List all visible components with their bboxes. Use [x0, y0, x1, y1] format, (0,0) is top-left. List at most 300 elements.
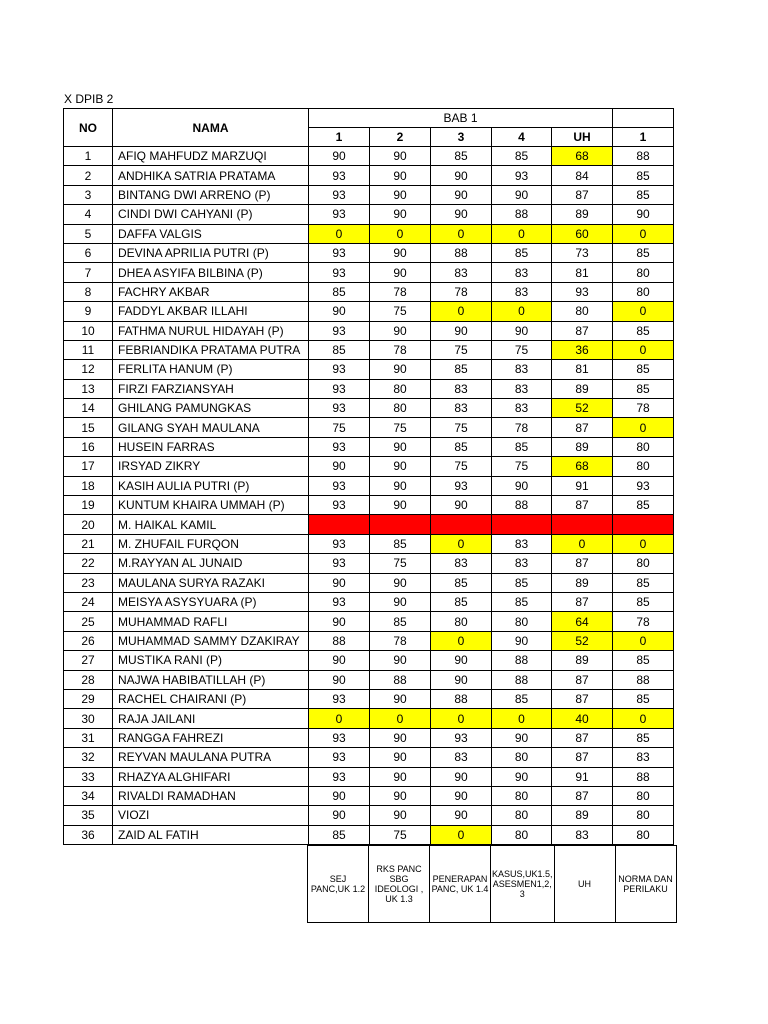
row-number: 17: [64, 457, 113, 476]
row-number: 16: [64, 437, 113, 456]
score-cell: 91: [552, 476, 613, 495]
score-cell: 93: [613, 476, 674, 495]
table-row: [64, 592, 674, 611]
score-cell: 0: [492, 709, 552, 728]
score-cell: 85: [613, 379, 674, 398]
score-cell: 78: [613, 399, 674, 418]
row-number: 18: [64, 476, 113, 495]
table-row: [64, 825, 674, 844]
score-cell: 93: [431, 476, 492, 495]
student-name: MUHAMMAD SAMMY DZAKIRAY: [113, 631, 309, 650]
student-name: FERLITA HANUM (P): [113, 360, 309, 379]
table-row: [64, 670, 674, 689]
score-cell: 87: [552, 670, 613, 689]
score-cell: 83: [492, 282, 552, 301]
score-cell: 90: [309, 573, 370, 592]
table-row: [64, 496, 674, 515]
score-cell: 75: [492, 340, 552, 359]
row-number: 31: [64, 728, 113, 747]
score-cell: 90: [431, 185, 492, 204]
score-cell: 75: [370, 302, 431, 321]
score-cell: 90: [431, 786, 492, 805]
score-cell: 93: [309, 748, 370, 767]
score-cell: 88: [370, 670, 431, 689]
score-cell: 90: [492, 321, 552, 340]
score-cell: 68: [552, 147, 613, 166]
score-cell: 90: [370, 476, 431, 495]
score-cell: 90: [370, 360, 431, 379]
score-cell: 87: [552, 554, 613, 573]
score-cell: 0: [613, 302, 674, 321]
student-name: REYVAN MAULANA PUTRA: [113, 748, 309, 767]
student-name: RACHEL CHAIRANI (P): [113, 689, 309, 708]
score-cell: 80: [613, 554, 674, 573]
row-number: 24: [64, 592, 113, 611]
score-cell: 90: [431, 806, 492, 825]
score-cell: 81: [552, 263, 613, 282]
student-name: FIRZI FARZIANSYAH: [113, 379, 309, 398]
score-cell: [552, 515, 613, 534]
score-cell: 81: [552, 360, 613, 379]
row-number: 20: [64, 515, 113, 534]
footer-label-3: PENERAPAN PANC, UK 1.4: [430, 846, 491, 923]
table-row: [64, 748, 674, 767]
score-cell: 40: [552, 709, 613, 728]
footer-label-6: NORMA DAN PERILAKU: [615, 846, 676, 923]
table-row: [64, 224, 674, 243]
sheet-title: X DPIB 2: [64, 92, 114, 106]
score-cell: 93: [309, 728, 370, 747]
score-cell: 0: [492, 302, 552, 321]
score-cell: 85: [613, 166, 674, 185]
score-cell: 52: [552, 399, 613, 418]
student-name: MUSTIKA RANI (P): [113, 651, 309, 670]
score-cell: 75: [431, 418, 492, 437]
student-name: FATHMA NURUL HIDAYAH (P): [113, 321, 309, 340]
score-cell: 93: [309, 185, 370, 204]
score-cell: 85: [309, 340, 370, 359]
score-cell: 85: [431, 573, 492, 592]
table-row: [64, 282, 674, 301]
score-cell: 0: [613, 340, 674, 359]
score-cell: 80: [431, 612, 492, 631]
score-cell: [613, 515, 674, 534]
score-cell: 80: [370, 379, 431, 398]
score-cell: 90: [370, 728, 431, 747]
row-number: 1: [64, 147, 113, 166]
score-cell: 90: [492, 476, 552, 495]
score-cell: 83: [431, 399, 492, 418]
student-name: RIVALDI RAMADHAN: [113, 786, 309, 805]
score-cell: 83: [492, 554, 552, 573]
score-cell: 80: [613, 825, 674, 844]
score-cell: [492, 515, 552, 534]
row-number: 21: [64, 534, 113, 553]
table-row: [64, 340, 674, 359]
score-cell: 90: [492, 631, 552, 650]
score-cell: 93: [309, 767, 370, 786]
score-cell: 90: [370, 185, 431, 204]
score-cell: 93: [309, 689, 370, 708]
score-cell: 88: [492, 496, 552, 515]
score-cell: 80: [613, 282, 674, 301]
row-number: 10: [64, 321, 113, 340]
footer-label-4: KASUS,UK1.5, ASESMEN1,2, 3: [491, 846, 555, 923]
score-cell: 85: [309, 282, 370, 301]
score-cell: 85: [613, 573, 674, 592]
table-row: [64, 476, 674, 495]
score-cell: 0: [431, 534, 492, 553]
table-row: [64, 689, 674, 708]
table-row: [64, 515, 674, 534]
score-cell: 93: [309, 321, 370, 340]
student-name: MAULANA SURYA RAZAKI: [113, 573, 309, 592]
table-row: [64, 786, 674, 805]
student-name: CINDI DWI CAHYANI (P): [113, 205, 309, 224]
score-cell: 93: [309, 554, 370, 573]
score-cell: 93: [309, 437, 370, 456]
student-name: MEISYA ASYSYUARA (P): [113, 592, 309, 611]
table-row: [64, 631, 674, 650]
score-cell: 85: [613, 321, 674, 340]
score-cell: 68: [552, 457, 613, 476]
score-cell: 75: [431, 457, 492, 476]
student-name: IRSYAD ZIKRY: [113, 457, 309, 476]
score-cell: 90: [370, 689, 431, 708]
score-cell: 52: [552, 631, 613, 650]
row-number: 6: [64, 243, 113, 262]
score-cell: 90: [370, 321, 431, 340]
score-cell: 87: [552, 321, 613, 340]
score-cell: 90: [370, 592, 431, 611]
score-cell: 90: [370, 767, 431, 786]
student-name: GHILANG PAMUNGKAS: [113, 399, 309, 418]
score-cell: 78: [492, 418, 552, 437]
table-row: [64, 166, 674, 185]
score-cell: 90: [309, 806, 370, 825]
student-name: GILANG SYAH MAULANA: [113, 418, 309, 437]
score-cell: 90: [431, 321, 492, 340]
student-name: VIOZI: [113, 806, 309, 825]
student-name: FEBRIANDIKA PRATAMA PUTRA: [113, 340, 309, 359]
table-row: [64, 612, 674, 631]
score-cell: 0: [613, 418, 674, 437]
score-cell: 88: [431, 243, 492, 262]
student-name: RAJA JAILANI: [113, 709, 309, 728]
score-cell: 90: [309, 147, 370, 166]
score-cell: 0: [431, 631, 492, 650]
score-cell: 83: [492, 399, 552, 418]
score-cell: 90: [370, 496, 431, 515]
score-cell: 87: [552, 786, 613, 805]
footer-label-uh: UH: [554, 846, 615, 923]
score-cell: [309, 515, 370, 534]
table-row: [64, 263, 674, 282]
score-cell: 85: [492, 689, 552, 708]
score-cell: 93: [309, 534, 370, 553]
score-cell: 90: [370, 166, 431, 185]
score-cell: 85: [613, 592, 674, 611]
student-name: MUHAMMAD RAFLI: [113, 612, 309, 631]
score-cell: 83: [431, 263, 492, 282]
score-cell: [431, 515, 492, 534]
score-cell: 80: [613, 437, 674, 456]
score-cell: 88: [431, 689, 492, 708]
row-number: 22: [64, 554, 113, 573]
score-cell: 93: [431, 728, 492, 747]
score-cell: 73: [552, 243, 613, 262]
score-cell: 90: [370, 457, 431, 476]
score-cell: 83: [431, 379, 492, 398]
score-cell: 85: [370, 612, 431, 631]
grade-body: [64, 147, 674, 845]
score-cell: 89: [552, 651, 613, 670]
row-number: 4: [64, 205, 113, 224]
student-name: M. ZHUFAIL FURQON: [113, 534, 309, 553]
score-cell: 85: [613, 360, 674, 379]
row-number: 26: [64, 631, 113, 650]
score-cell: 80: [552, 302, 613, 321]
score-cell: 93: [309, 476, 370, 495]
row-number: 11: [64, 340, 113, 359]
row-number: 2: [64, 166, 113, 185]
student-name: HUSEIN FARRAS: [113, 437, 309, 456]
score-cell: 0: [309, 709, 370, 728]
score-cell: 90: [370, 147, 431, 166]
score-cell: 90: [370, 806, 431, 825]
row-number: 30: [64, 709, 113, 728]
score-cell: 90: [370, 748, 431, 767]
score-cell: 93: [309, 166, 370, 185]
score-cell: 88: [492, 670, 552, 689]
student-name: M. HAIKAL KAMIL: [113, 515, 309, 534]
header-sub-uh: UH: [552, 128, 613, 147]
score-cell: 0: [431, 709, 492, 728]
score-cell: 78: [370, 631, 431, 650]
student-name: ANDHIKA SATRIA PRATAMA: [113, 166, 309, 185]
table-row: [64, 302, 674, 321]
row-number: 5: [64, 224, 113, 243]
header-nama: NAMA: [113, 109, 309, 147]
score-cell: 78: [431, 282, 492, 301]
score-cell: 87: [552, 185, 613, 204]
score-cell: 87: [552, 592, 613, 611]
score-cell: 90: [492, 728, 552, 747]
score-cell: 90: [492, 185, 552, 204]
table-row: [64, 573, 674, 592]
score-cell: 89: [552, 437, 613, 456]
score-cell: 85: [492, 437, 552, 456]
score-cell: 83: [492, 360, 552, 379]
score-cell: 90: [431, 166, 492, 185]
score-cell: 85: [370, 534, 431, 553]
score-cell: 75: [370, 825, 431, 844]
score-cell: 80: [492, 806, 552, 825]
score-cell: 80: [613, 786, 674, 805]
table-row: [64, 379, 674, 398]
score-cell: 90: [370, 573, 431, 592]
score-cell: 90: [370, 263, 431, 282]
score-cell: 90: [370, 205, 431, 224]
score-cell: 85: [492, 592, 552, 611]
score-cell: 90: [309, 302, 370, 321]
score-cell: 80: [613, 457, 674, 476]
score-cell: 93: [309, 592, 370, 611]
score-cell: 90: [431, 767, 492, 786]
score-cell: 0: [552, 534, 613, 553]
score-cell: 75: [492, 457, 552, 476]
row-number: 36: [64, 825, 113, 844]
score-cell: 90: [309, 612, 370, 631]
score-cell: 85: [492, 573, 552, 592]
score-cell: 89: [552, 205, 613, 224]
student-name: ZAID AL FATIH: [113, 825, 309, 844]
score-cell: 85: [431, 592, 492, 611]
score-cell: [370, 515, 431, 534]
row-number: 12: [64, 360, 113, 379]
score-cell: 60: [552, 224, 613, 243]
table-row: [64, 457, 674, 476]
score-cell: 90: [492, 767, 552, 786]
score-cell: 87: [552, 689, 613, 708]
score-cell: 83: [431, 554, 492, 573]
table-row: [64, 243, 674, 262]
row-number: 28: [64, 670, 113, 689]
header-sub-6: 1: [613, 128, 674, 147]
score-cell: 90: [370, 437, 431, 456]
table-row: [64, 437, 674, 456]
score-cell: 83: [431, 748, 492, 767]
score-cell: 78: [613, 612, 674, 631]
score-cell: 0: [431, 825, 492, 844]
score-cell: 89: [552, 806, 613, 825]
student-name: DHEA ASYIFA BILBINA (P): [113, 263, 309, 282]
header-sub-2: 2: [370, 128, 431, 147]
score-cell: 36: [552, 340, 613, 359]
score-cell: 91: [552, 767, 613, 786]
score-cell: 83: [492, 534, 552, 553]
score-cell: 90: [431, 670, 492, 689]
score-cell: 90: [309, 786, 370, 805]
score-cell: 85: [309, 825, 370, 844]
row-number: 25: [64, 612, 113, 631]
score-cell: 75: [431, 340, 492, 359]
score-cell: 0: [370, 224, 431, 243]
score-cell: 90: [309, 651, 370, 670]
score-cell: 90: [370, 243, 431, 262]
score-cell: 78: [370, 340, 431, 359]
table-row: [64, 147, 674, 166]
score-cell: 0: [613, 534, 674, 553]
score-cell: 80: [492, 825, 552, 844]
score-cell: 0: [613, 631, 674, 650]
score-cell: 80: [370, 399, 431, 418]
header-blank: [613, 109, 674, 128]
score-cell: 80: [613, 806, 674, 825]
header-sub-3: 3: [431, 128, 492, 147]
score-cell: 90: [431, 205, 492, 224]
score-cell: 0: [370, 709, 431, 728]
score-cell: 93: [492, 166, 552, 185]
grade-table: [63, 108, 674, 845]
score-cell: 75: [370, 554, 431, 573]
table-row: [64, 651, 674, 670]
score-cell: 88: [613, 147, 674, 166]
student-name: FADDYL AKBAR ILLAHI: [113, 302, 309, 321]
score-cell: 75: [370, 418, 431, 437]
student-name: RANGGA FAHREZI: [113, 728, 309, 747]
score-cell: 0: [309, 224, 370, 243]
score-cell: 93: [309, 360, 370, 379]
score-cell: 85: [492, 243, 552, 262]
student-name: RHAZYA ALGHIFARI: [113, 767, 309, 786]
row-number: 29: [64, 689, 113, 708]
row-number: 33: [64, 767, 113, 786]
score-cell: 89: [552, 573, 613, 592]
footer-label-1: SEJ PANC,UK 1.2: [308, 846, 369, 923]
header-no: NO: [64, 109, 113, 147]
score-cell: 75: [309, 418, 370, 437]
header-sub-1: 1: [309, 128, 370, 147]
row-number: 34: [64, 786, 113, 805]
score-cell: 90: [309, 457, 370, 476]
student-name: DAFFA VALGIS: [113, 224, 309, 243]
score-cell: 84: [552, 166, 613, 185]
score-cell: 93: [309, 205, 370, 224]
score-cell: 87: [552, 728, 613, 747]
table-row: [64, 321, 674, 340]
score-cell: 88: [309, 631, 370, 650]
score-cell: 85: [613, 689, 674, 708]
row-number: 7: [64, 263, 113, 282]
student-name: KASIH AULIA PUTRI (P): [113, 476, 309, 495]
score-cell: 90: [431, 496, 492, 515]
table-row: [64, 205, 674, 224]
score-cell: 93: [309, 379, 370, 398]
score-cell: 83: [492, 379, 552, 398]
score-cell: 90: [309, 670, 370, 689]
row-number: 13: [64, 379, 113, 398]
score-cell: 85: [431, 360, 492, 379]
score-cell: 90: [431, 651, 492, 670]
score-cell: 87: [552, 748, 613, 767]
table-row: [64, 534, 674, 553]
row-number: 35: [64, 806, 113, 825]
score-cell: 78: [370, 282, 431, 301]
row-number: 32: [64, 748, 113, 767]
header-sub-4: 4: [492, 128, 552, 147]
score-cell: 0: [431, 302, 492, 321]
student-name: NAJWA HABIBATILLAH (P): [113, 670, 309, 689]
row-number: 19: [64, 496, 113, 515]
score-cell: 88: [613, 670, 674, 689]
score-cell: 90: [370, 651, 431, 670]
score-cell: 87: [552, 418, 613, 437]
table-row: [64, 554, 674, 573]
score-cell: 80: [492, 786, 552, 805]
score-cell: 93: [552, 282, 613, 301]
score-cell: 87: [552, 496, 613, 515]
table-row: [64, 185, 674, 204]
score-cell: 85: [613, 651, 674, 670]
student-name: FACHRY AKBAR: [113, 282, 309, 301]
footer-label-table: [307, 845, 677, 923]
student-name: M.RAYYAN AL JUNAID: [113, 554, 309, 573]
score-cell: 93: [309, 399, 370, 418]
header-bab: BAB 1: [309, 109, 613, 128]
student-name: DEVINA APRILIA PUTRI (P): [113, 243, 309, 262]
score-cell: 93: [309, 263, 370, 282]
